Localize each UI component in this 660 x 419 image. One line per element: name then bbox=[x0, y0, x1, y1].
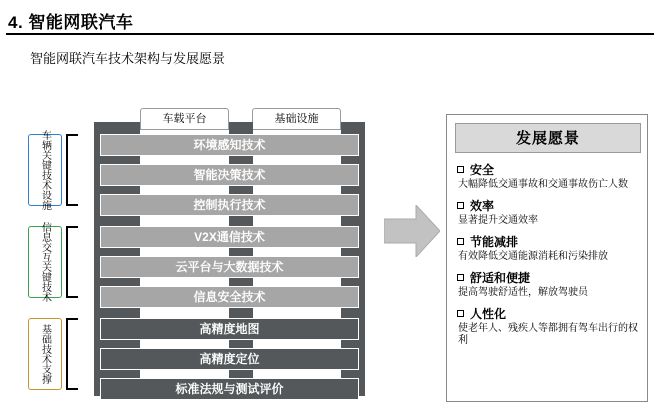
right-arrow-icon bbox=[384, 205, 440, 257]
vision-panel bbox=[446, 114, 648, 402]
checkbox-icon bbox=[457, 238, 464, 245]
tech-row-cloud-bigdata[interactable]: 云平台与大数据技术 bbox=[100, 256, 359, 278]
tech-row-environment-perception[interactable]: 环境感知技术 bbox=[100, 134, 359, 156]
tech-row-hd-map[interactable]: 高精度地图 bbox=[100, 318, 359, 340]
vision-item-humanization-head bbox=[457, 305, 641, 322]
architecture-diagram bbox=[14, 108, 374, 400]
vision-item-efficiency-title: 效率 bbox=[470, 199, 495, 213]
group-label-basic-tech-support-text: 基础技术支撑 bbox=[39, 324, 51, 384]
group-label-info-interaction-tech bbox=[28, 222, 62, 302]
bracket-group-2 bbox=[66, 226, 78, 298]
tab-infrastructure[interactable]: 基础设施 bbox=[252, 108, 341, 130]
vision-item-energy-saving-title: 节能减排 bbox=[470, 235, 519, 249]
vision-item-comfort-title: 舒适和便捷 bbox=[470, 271, 531, 285]
checkbox-icon bbox=[457, 202, 464, 209]
page-subtitle: 智能网联汽车技术架构与发展愿景 bbox=[30, 51, 226, 66]
tech-row-standards-testing[interactable]: 标准法规与测试评价 bbox=[100, 378, 359, 400]
vision-item-list bbox=[457, 161, 641, 353]
group-label-info-interaction-tech-text: 信息交互关键技术 bbox=[39, 222, 51, 302]
vision-item-energy-saving-head bbox=[457, 233, 641, 250]
checkbox-icon bbox=[457, 274, 464, 281]
vision-panel-title: 发展愿景 bbox=[455, 123, 641, 153]
vision-item-safety bbox=[457, 161, 641, 191]
vision-item-comfort-head bbox=[457, 269, 641, 286]
vision-item-efficiency bbox=[457, 197, 641, 227]
vision-item-humanization bbox=[457, 305, 641, 347]
group-label-basic-tech-support bbox=[28, 318, 62, 390]
page-title: 4. 智能网联汽车 bbox=[8, 13, 134, 32]
checkbox-icon bbox=[457, 310, 464, 317]
group-label-vehicle-key-tech-text: 车辆关键技术设施 bbox=[39, 130, 51, 210]
tab-vehicle-platform[interactable]: 车载平台 bbox=[140, 108, 229, 130]
vision-item-comfort bbox=[457, 269, 641, 299]
bracket-group-3 bbox=[66, 318, 78, 390]
tech-row-hd-positioning[interactable]: 高精度定位 bbox=[100, 348, 359, 370]
vision-item-efficiency-desc: 显著提升交通效率 bbox=[458, 215, 538, 226]
vision-item-energy-saving-desc: 有效降低交通能源消耗和污染排放 bbox=[458, 251, 608, 262]
group-label-vehicle-key-tech bbox=[28, 130, 62, 210]
vision-item-safety-desc: 大幅降低交通事故和交通事故伤亡人数 bbox=[458, 179, 628, 190]
vision-item-efficiency-head bbox=[457, 197, 641, 214]
tech-row-intelligent-decision[interactable]: 智能决策技术 bbox=[100, 164, 359, 186]
checkbox-icon bbox=[457, 166, 464, 173]
vision-item-energy-saving bbox=[457, 233, 641, 263]
tech-row-v2x-communication[interactable]: V2X通信技术 bbox=[100, 226, 359, 248]
vision-item-comfort-desc: 提高驾驶舒适性，解放驾驶员 bbox=[458, 287, 588, 298]
vision-item-safety-title: 安全 bbox=[470, 163, 495, 177]
vision-item-humanization-desc: 使老年人、残疾人等都拥有驾车出行的权利 bbox=[458, 323, 638, 346]
title-divider bbox=[6, 33, 654, 35]
vision-item-humanization-title: 人性化 bbox=[470, 307, 507, 321]
vision-item-safety-head bbox=[457, 161, 641, 178]
bracket-group-1 bbox=[66, 134, 78, 206]
tech-row-control-execution[interactable]: 控制执行技术 bbox=[100, 194, 359, 216]
tech-row-information-security[interactable]: 信息安全技术 bbox=[100, 286, 359, 308]
